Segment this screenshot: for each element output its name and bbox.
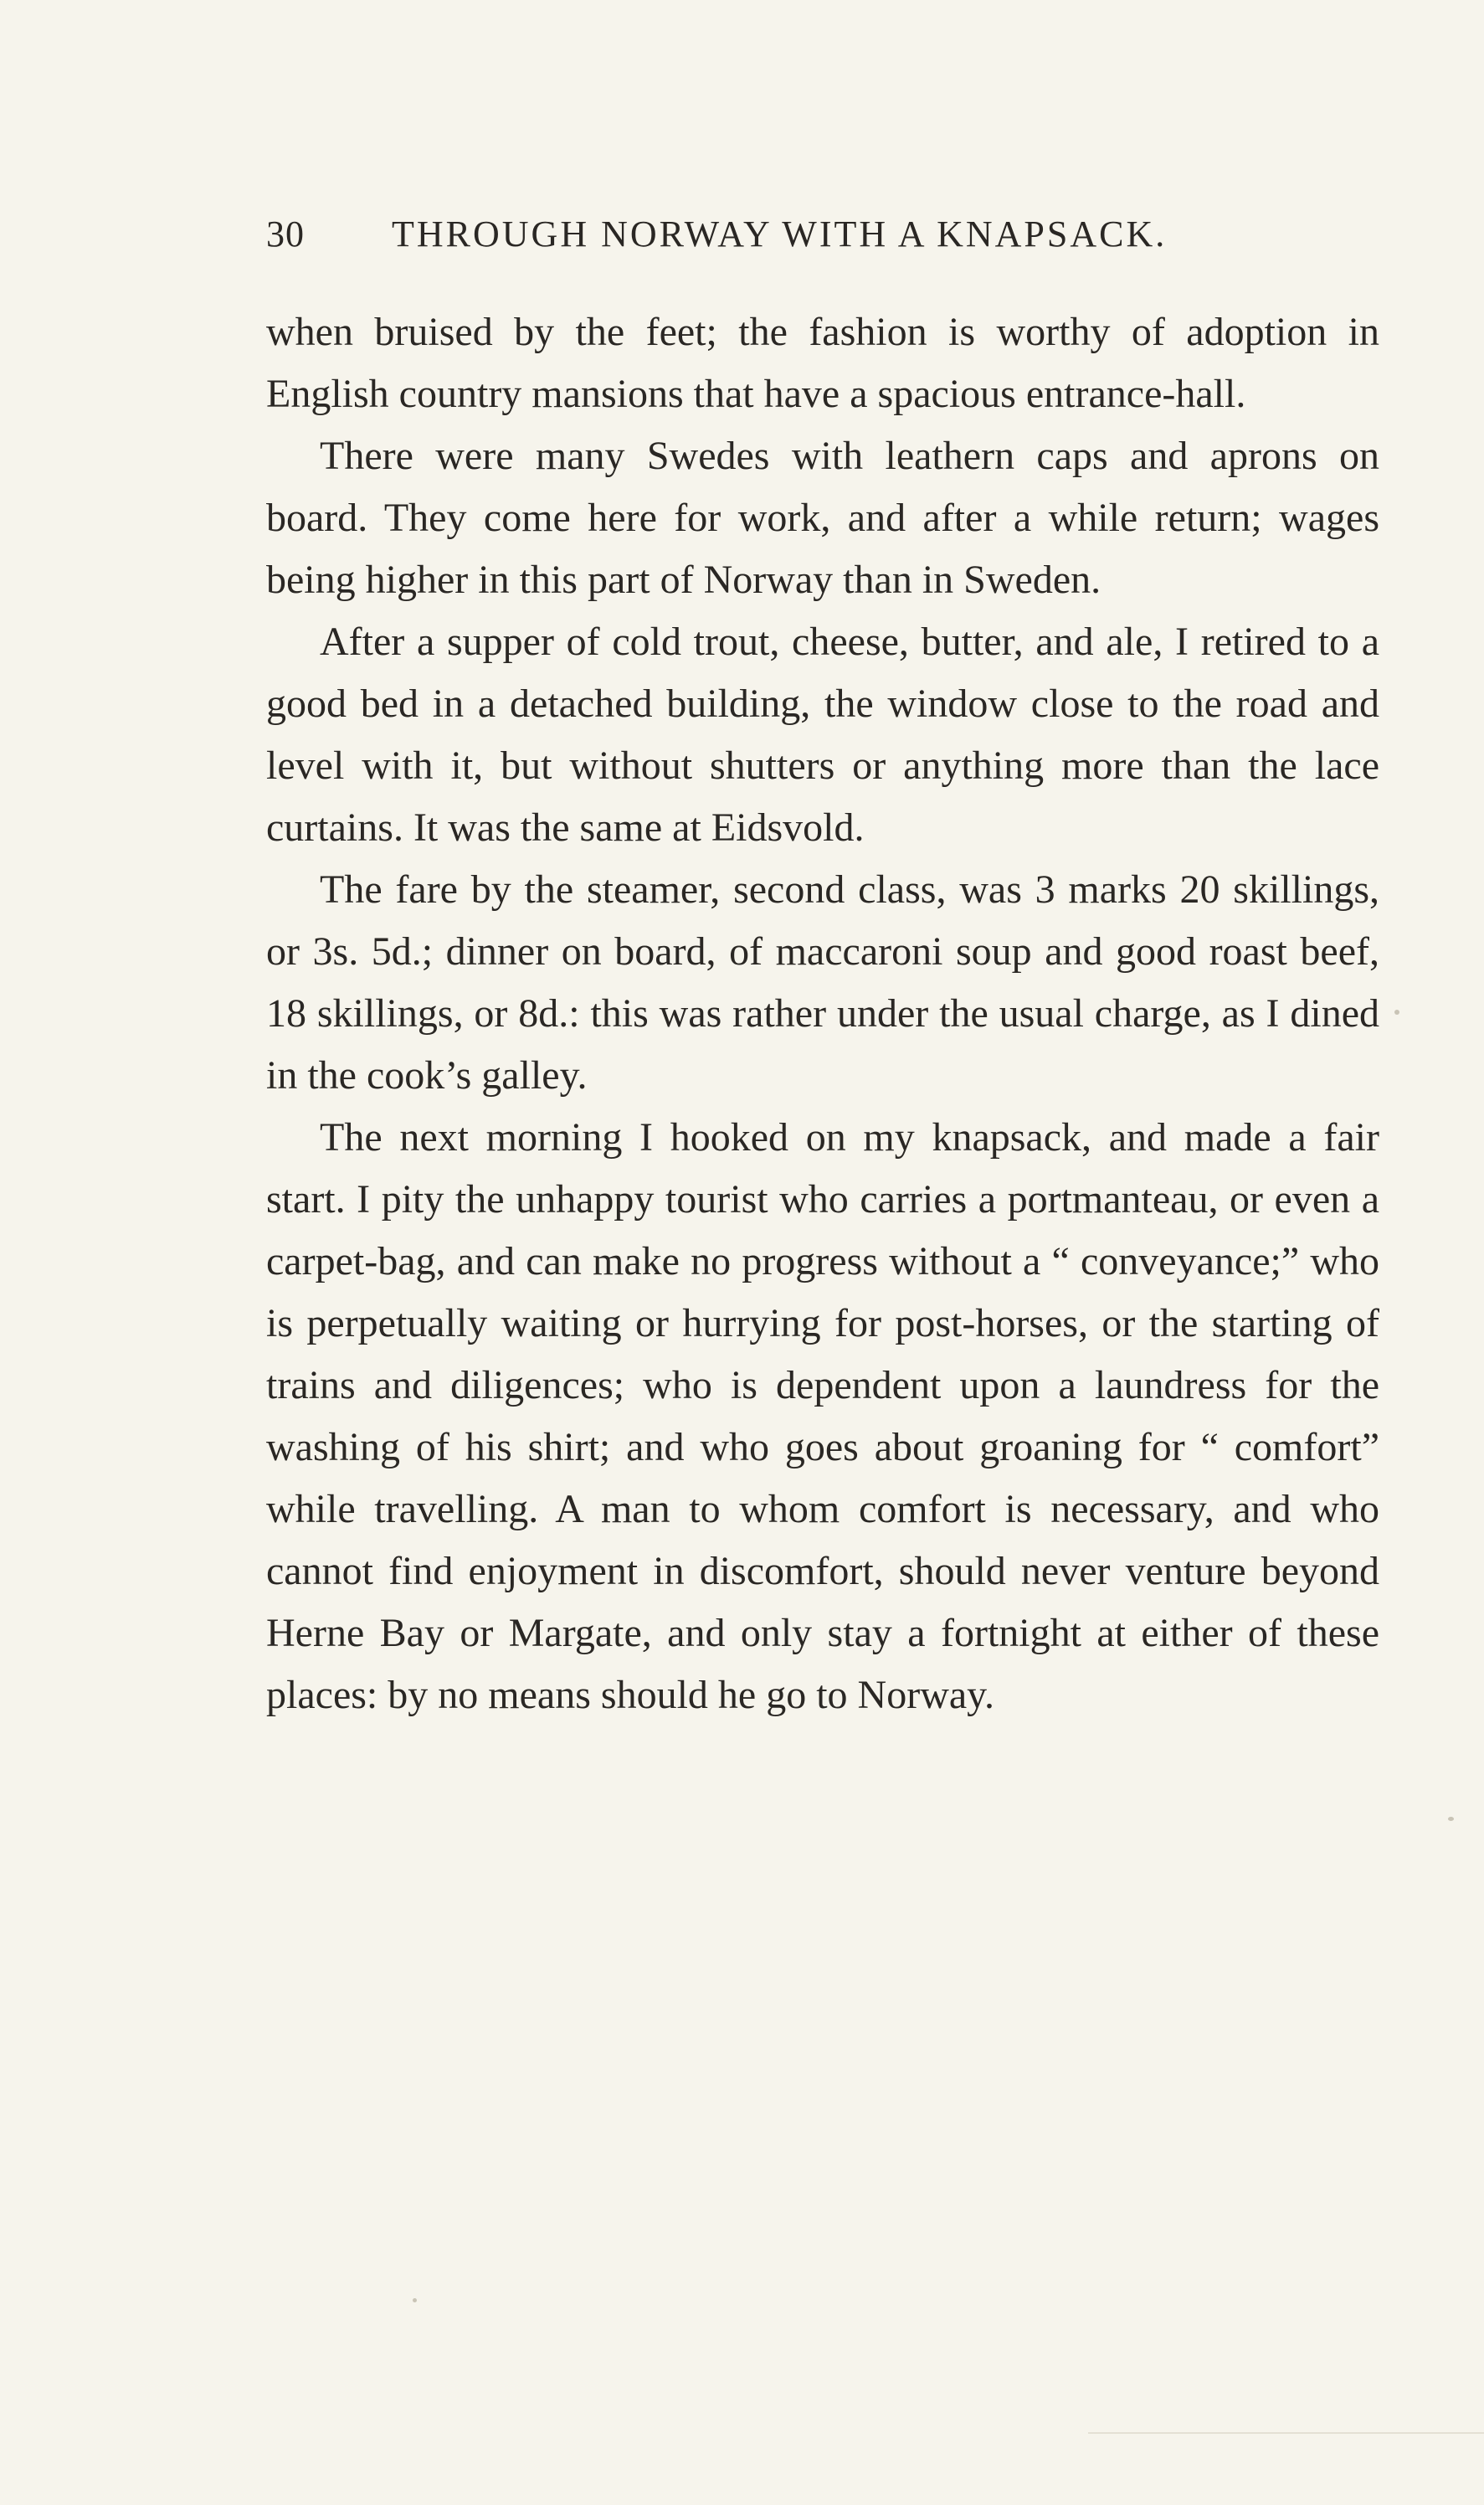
paragraph-4: The fare by the steamer, second class, was 3 marks 20 skillings, or 3s. 5d.; dinner on board, of maccaroni soup and good roast beef, 18 skillings, or 8d.: this was rather under the usual charge, as I dined in the cook’s galley.	[266, 867, 1379, 1098]
page-edge-shadow	[1088, 2432, 1484, 2434]
paragraph-1: when bruised by the feet; the fashion is worthy of adoption in English country mansions that have a spacious entrance-hall.	[266, 310, 1379, 416]
paragraph-2: There were many Swedes with leathern caps and aprons on board. They come here for work, and after a while return; wages being higher in this part of Norway than in Sweden.	[266, 434, 1379, 602]
paper-speck	[413, 2298, 417, 2302]
paper-speck	[1448, 1817, 1454, 1821]
paragraph-3: After a supper of cold trout, cheese, butter, and ale, I retired to a good bed in a detached building, the window close to the road and level with it, but without shutters or anything more than the lace curtains. It was the same at Eidsvold.	[266, 620, 1379, 850]
running-head	[266, 209, 1254, 260]
paper-speck	[1394, 1010, 1399, 1015]
paragraph-5: The next morning I hooked on my knapsack, and made a fair start. I pity the unhappy tourist who carries a portmanteau, or even a carpet-bag, and can make no progress without a “ conveyance;” who is perpetually waiting or hurrying for post-horses, or the starting of trains and diligences; who is dependent upon a laundress for the washing of his shirt; and who goes about groaning for “ comfort” while travelling. A man to whom comfort is necessary, and who cannot find enjoyment in discomfort, should never venture beyond Herne Bay or Margate, and only stay a fortnight at either of these places: by no means should he go to Norway.	[266, 1115, 1379, 1717]
running-title: THROUGH NORWAY WITH A KNAPSACK.	[392, 213, 1168, 255]
page-number: 30	[266, 213, 305, 255]
body-text	[266, 301, 1379, 1726]
